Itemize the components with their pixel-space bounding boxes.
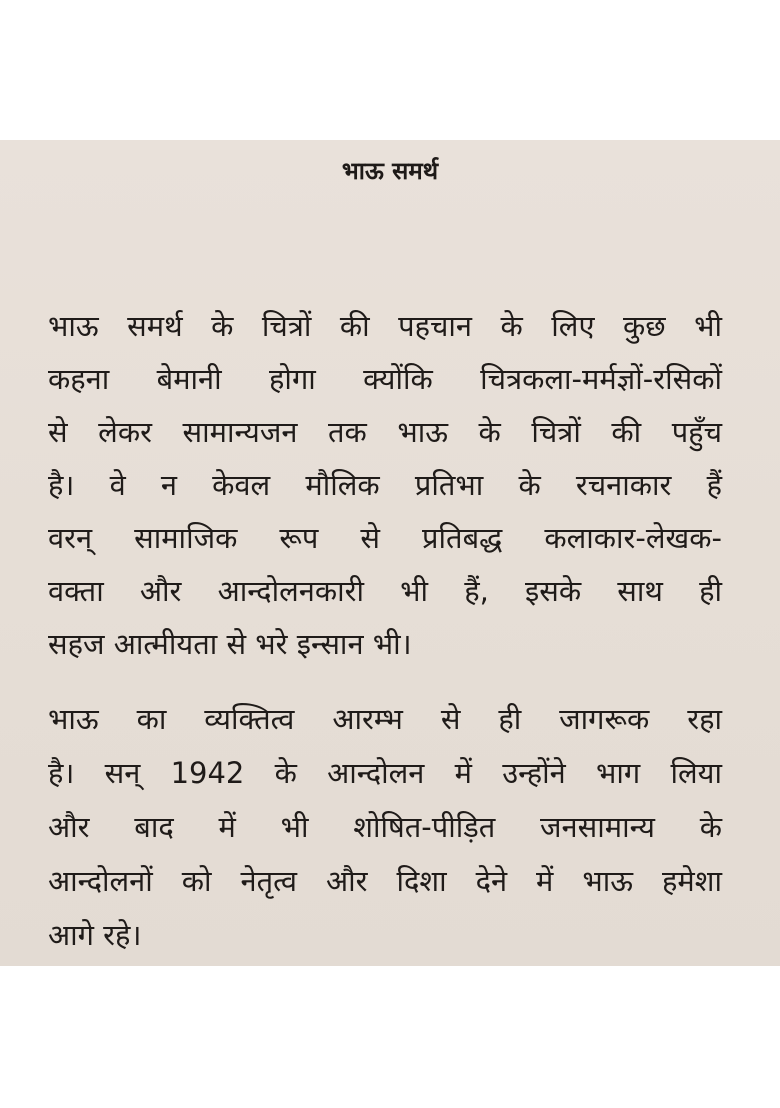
text-line: सहज आत्मीयता से भरे इन्सान भी। [48,627,412,661]
text-line: वरन् सामाजिक रूप से प्रतिबद्ध कलाकार-लेखक- [48,521,722,555]
text-line: भाऊ समर्थ के चित्रों की पहचान के लिए कुछ भी [48,309,722,343]
scanned-page [0,140,780,966]
text-line: है। सन् 1942 के आन्दोलन में उन्होंने भाग लिया [48,756,722,790]
paragraph-1 [48,300,722,671]
text-line: से लेकर सामान्यजन तक भाऊ के चित्रों की पहुँच [48,415,722,449]
text-line: आन्दोलनों को नेतृत्व और दिशा देने में भाऊ हमेशा [48,864,722,898]
text-line: भाऊ का व्यक्तित्व आरम्भ से ही जागरूक रहा [48,702,722,736]
paragraph-2 [48,692,722,962]
text-line: है। वे न केवल मौलिक प्रतिभा के रचनाकार हैं [48,468,722,502]
text-line: आगे रहे। [48,918,142,952]
text-line: कहना बेमानी होगा क्योंकि चित्रकला-मर्मज्ञों-रसिकों [48,362,722,396]
text-line: और बाद में भी शोषित-पीड़ित जनसामान्य के [48,810,722,844]
text-line: वक्ता और आन्दोलनकारी भी हैं, इसके साथ ही [48,574,722,608]
page-title: भाऊ समर्थ [341,157,439,185]
